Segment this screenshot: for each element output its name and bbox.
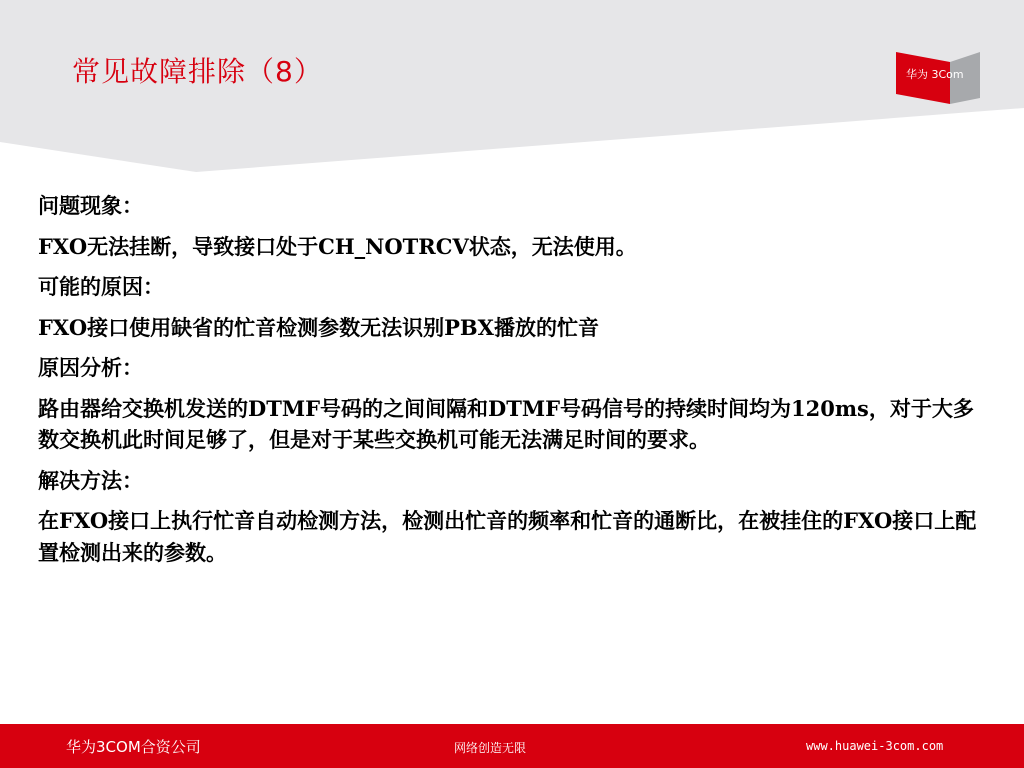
logo-text: 华为 3Com xyxy=(906,68,964,81)
heading-solution: 解决方法： xyxy=(38,467,143,493)
heading-cause-analysis: 原因分析： xyxy=(38,355,143,380)
possible-cause-text: FXO接口使用缺省的忙音检测参数无法识别PBX播放的忙音 xyxy=(38,314,599,340)
slide-content xyxy=(38,190,988,577)
slide-title: 常见故障排除（8） xyxy=(72,55,323,88)
footer-slogan: 网络创造无限 xyxy=(454,741,527,755)
heading-symptom: 问题现象： xyxy=(38,193,143,218)
solution-text: 在FXO接口上执行忙音自动检测方法，检测出忙音的频率和忙音的通断比，在被挂住的FXO接口上配置检测出来的参数。 xyxy=(38,508,977,565)
symptom-text: FXO无法挂断，导致接口处于CH_NOTRCV状态，无法使用。 xyxy=(38,233,637,259)
footer-url: www.huawei-3com.com xyxy=(806,739,944,753)
heading-possible-cause: 可能的原因： xyxy=(38,274,164,299)
footer-company: 华为3COM合资公司 xyxy=(66,738,201,756)
footer-bar xyxy=(0,724,1024,768)
cause-analysis-text: 路由器给交换机发送的DTMF号码的之间间隔和DTMF号码信号的持续时间均为120ms，对于大多数交换机此时间足够了，但是对于某些交换机可能无法满足时间的要求。 xyxy=(38,395,974,452)
header-background xyxy=(0,0,1024,180)
